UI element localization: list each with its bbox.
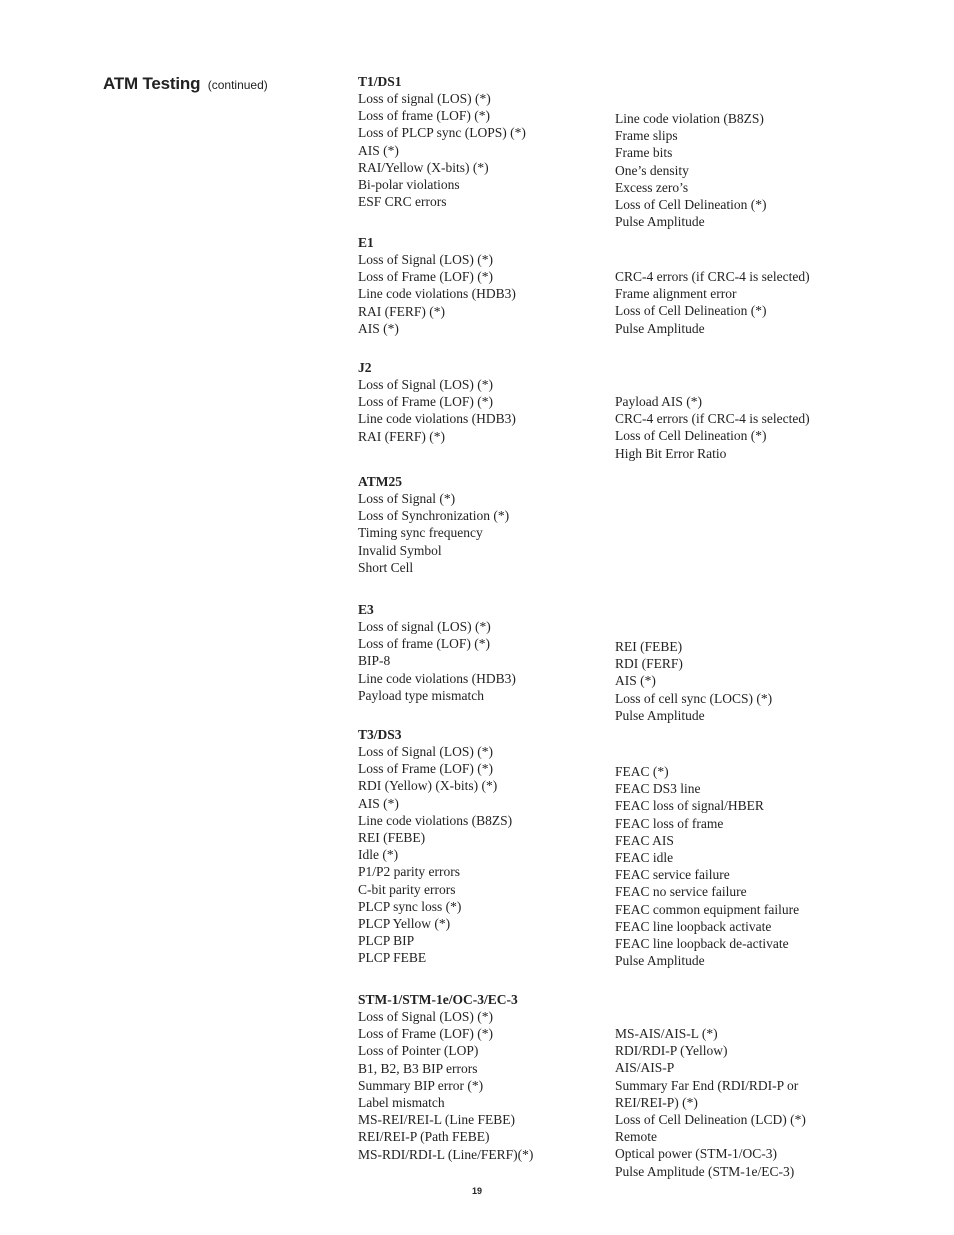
list-item: CRC-4 errors (if CRC-4 is selected)	[615, 411, 810, 427]
list-item: C-bit parity errors	[358, 881, 456, 897]
list-item: Loss of Frame (LOF) (*)	[358, 394, 493, 410]
list-item: AIS (*)	[358, 320, 399, 336]
list-item: AIS/AIS-P	[615, 1060, 675, 1076]
list-item: Loss of Pointer (LOP)	[358, 1043, 479, 1059]
list-item: REI/REI-P (Path FEBE)	[358, 1129, 490, 1145]
list-item: Loss of signal (LOS) (*)	[358, 91, 491, 106]
page-number: 19	[471, 1186, 482, 1196]
list-item: REI (FEBE)	[358, 829, 426, 845]
left-column	[358, 1008, 533, 1163]
list-item: FEAC common equipment failure	[615, 901, 800, 917]
list-item: MS-RDI/RDI-L (Line/FERF)(*)	[358, 1146, 534, 1162]
list-item: Pulse Amplitude	[615, 214, 705, 230]
list-item: AIS (*)	[615, 673, 656, 689]
list-item: Timing sync frequency	[358, 525, 483, 541]
list-item: FEAC line loopback activate	[615, 918, 772, 934]
list-item: One’s density	[615, 162, 689, 178]
list-item: REI/REI-P) (*)	[615, 1094, 698, 1110]
list-item: Loss of Signal (LOS) (*)	[358, 744, 493, 759]
list-item: Bi-polar violations	[358, 176, 460, 192]
list-item: Frame slips	[615, 128, 678, 144]
page-subtitle: (continued)	[207, 78, 268, 92]
list-item: Loss of Synchronization (*)	[358, 508, 510, 524]
list-item: P1/P2 parity errors	[358, 864, 460, 880]
list-item: FEAC loss of signal/HBER	[615, 798, 764, 814]
list-item: Summary BIP error (*)	[358, 1077, 484, 1093]
list-item: Loss of Signal (LOS) (*)	[358, 1009, 493, 1024]
list-item: Excess zero’s	[615, 179, 689, 195]
list-item: Optical power (STM-1/OC-3)	[615, 1146, 777, 1162]
list-item: MS-AIS/AIS-L (*)	[615, 1026, 718, 1041]
section-title: T3/DS3	[358, 727, 402, 742]
list-item: Loss of Cell Delineation (*)	[615, 428, 767, 444]
list-item: RDI/RDI-P (Yellow)	[615, 1043, 728, 1059]
list-item: ESF CRC errors	[358, 194, 447, 210]
right-column	[615, 638, 772, 724]
page-heading	[103, 74, 268, 94]
list-item: Loss of Frame (LOF) (*)	[358, 1026, 493, 1042]
page-title: ATM Testing	[103, 74, 201, 93]
list-item: RAI (FERF) (*)	[358, 428, 445, 444]
left-column	[358, 90, 526, 210]
list-item: REI (FEBE)	[615, 639, 683, 654]
list-item: Loss of Frame (LOF) (*)	[358, 761, 493, 777]
list-item: Loss of Cell Delineation (LCD) (*)	[615, 1111, 806, 1127]
list-item: Pulse Amplitude	[615, 953, 705, 969]
right-column	[615, 763, 799, 969]
list-item: FEAC loss of frame	[615, 815, 724, 831]
list-item: MS-REI/REI-L (Line FEBE)	[358, 1112, 515, 1128]
list-item: PLCP Yellow (*)	[358, 915, 451, 931]
list-item: Loss of frame (LOF) (*)	[358, 636, 490, 652]
list-item: FEAC AIS	[615, 832, 674, 848]
left-column	[358, 743, 512, 966]
list-item: Frame bits	[615, 145, 673, 161]
list-item: FEAC idle	[615, 849, 674, 865]
left-column	[358, 251, 516, 337]
list-item: Loss of frame (LOF) (*)	[358, 108, 490, 124]
section-title: E1	[358, 235, 374, 250]
list-item: Line code violation (B8ZS)	[615, 111, 764, 126]
right-column	[615, 1025, 806, 1180]
left-column	[358, 490, 509, 576]
section-title: ATM25	[358, 474, 402, 489]
list-item: CRC-4 errors (if CRC-4 is selected)	[615, 269, 810, 284]
list-item: Line code violations (B8ZS)	[358, 812, 513, 828]
list-item: Idle (*)	[358, 847, 399, 863]
list-item: FEAC service failure	[615, 867, 730, 883]
list-item: Frame alignment error	[615, 286, 737, 302]
left-column	[358, 376, 516, 445]
list-item: Line code violations (HDB3)	[358, 670, 516, 686]
list-item: Pulse Amplitude	[615, 320, 705, 336]
list-item: Pulse Amplitude (STM-1e/EC-3)	[615, 1163, 795, 1179]
list-item: Loss of Signal (LOS) (*)	[358, 377, 493, 392]
list-item: RAI/Yellow (X-bits) (*)	[358, 159, 489, 175]
list-item: Short Cell	[358, 559, 414, 575]
list-item: Loss of Cell Delineation (*)	[615, 196, 767, 212]
right-column	[615, 110, 766, 230]
list-item: Line code violations (HDB3)	[358, 411, 516, 427]
list-item: Loss of Frame (LOF) (*)	[358, 269, 493, 285]
list-item: Loss of Signal (*)	[358, 491, 456, 506]
list-item: RDI (FERF)	[615, 656, 683, 672]
list-item: Loss of Cell Delineation (*)	[615, 303, 767, 319]
list-item: Label mismatch	[358, 1094, 445, 1110]
section-title: STM-1/STM-1e/OC-3/EC-3	[358, 992, 518, 1007]
list-item: Remote	[615, 1129, 657, 1145]
list-item: FEAC no service failure	[615, 884, 747, 900]
list-item: Summary Far End (RDI/RDI-P or	[615, 1077, 799, 1093]
section-title: E3	[358, 602, 374, 617]
list-item: Payload AIS (*)	[615, 394, 702, 409]
section-title: J2	[358, 360, 372, 375]
section-title: T1/DS1	[358, 74, 402, 89]
list-item: High Bit Error Ratio	[615, 445, 727, 461]
list-item: Pulse Amplitude	[615, 707, 705, 723]
list-item: AIS (*)	[358, 142, 399, 158]
list-item: PLCP FEBE	[358, 950, 427, 966]
list-item: RDI (Yellow) (X-bits) (*)	[358, 778, 498, 794]
list-item: AIS (*)	[358, 795, 399, 811]
list-item: Invalid Symbol	[358, 542, 442, 558]
list-item: B1, B2, B3 BIP errors	[358, 1060, 478, 1076]
list-item: Loss of PLCP sync (LOPS) (*)	[358, 125, 526, 141]
list-item: FEAC line loopback de-activate	[615, 935, 789, 951]
list-item: FEAC DS3 line	[615, 781, 701, 797]
list-item: FEAC (*)	[615, 764, 669, 779]
list-item: Line code violations (HDB3)	[358, 286, 516, 302]
list-item: BIP-8	[358, 653, 391, 669]
list-item: PLCP sync loss (*)	[358, 898, 462, 914]
list-item: Loss of Signal (LOS) (*)	[358, 252, 493, 267]
right-column	[615, 268, 810, 337]
left-column	[358, 618, 516, 704]
list-item: Loss of signal (LOS) (*)	[358, 619, 491, 634]
right-column	[615, 393, 810, 462]
list-item: RAI (FERF) (*)	[358, 303, 445, 319]
list-item: PLCP BIP	[358, 933, 415, 949]
list-item: Loss of cell sync (LOCS) (*)	[615, 690, 773, 706]
list-item: Payload type mismatch	[358, 687, 484, 703]
